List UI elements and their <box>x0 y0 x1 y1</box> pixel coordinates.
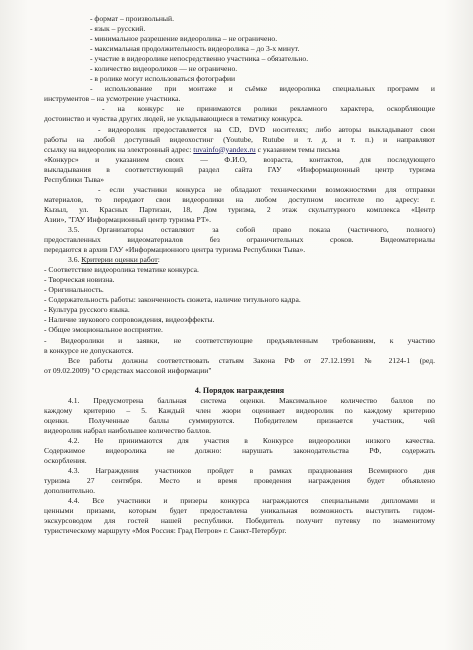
criteria-item: - Наличие звукового сопровождения, видеоэффекты. <box>44 315 215 325</box>
para-4-3-line: туризма 27 сентября. Место и время проведения награждения будет объявлено <box>44 476 435 486</box>
para-4-3-line: 4.3. Награждения участников пройдет в рамках празднования Всемирного дня <box>68 466 435 476</box>
para-submit-text: ссылку на видеоролик на электронный адрес: <box>44 144 194 154</box>
bullet-photos: - в ролике могут использоваться фотографии <box>90 74 236 84</box>
para-4-3-line: дополнительно. <box>44 486 96 496</box>
bullet-duration: - максимальная продолжительность видеоролика – до 3-х минут. <box>90 44 300 54</box>
para-advert-line: достоинство и чувства других людей, не укладывающиеся в тематику конкурса. <box>44 114 303 124</box>
para-3-5-line: 3.5. Организаторы оставляют за собой право показа (частичного, полного) <box>68 224 435 234</box>
bullet-language: - язык – русский. <box>90 24 146 34</box>
para-4-4-line: 4.4. Все участники и призеры конкурса награждаются специальными дипломами и <box>68 496 435 506</box>
criteria-item: - Содержательность работы: законченность сюжета, наличие титульного кадра. <box>44 295 301 305</box>
criteria-item: - Культура русского языка. <box>44 305 130 315</box>
para-submit-line: «Конкурс» и указанием своих — Ф.И.О, возраста, контактов, для последующего <box>44 154 435 164</box>
criteria-item: - Общее эмоциональное восприятие. <box>44 325 163 335</box>
bullet-format: - формат – произвольный. <box>90 14 174 23</box>
para-montage-line: - использование при монтаже и съёмке видеоролика специальных программ и <box>90 84 435 94</box>
para-4-1-line: каждому критерию – 5. Каждый член жюри оценивает видеоролик по каждому критерию <box>44 405 435 415</box>
para-advert-line: - на конкурс не принимаются ролики рекламного характера, оскорбляющие <box>102 104 435 114</box>
criteria-number: 3.6. <box>68 255 82 265</box>
para-submit-line: Республики Тыва» <box>44 174 105 184</box>
para-tech-line: Азии», "ГАУ Информационный центр туризма РТ». <box>44 214 211 224</box>
criteria-item: - Оригинальность. <box>44 285 104 295</box>
para-4-1-line: 4.1. Предусмотрена балльная система оценки. Максимальное количество баллов по <box>68 395 435 405</box>
para-montage-line: инструментов – на усмотрение участника. <box>44 94 181 104</box>
criteria-colon: : <box>157 255 160 265</box>
para-4-4-line: экскурсоводом для гостей нашей республики. Победитель получит путевку по знаменитому <box>44 516 435 526</box>
para-4-1-line: видеоролик набрал наибольшее количество баллов. <box>44 425 211 435</box>
bullet-count: - количество видеороликов — не ограничено. <box>90 64 238 74</box>
para-4-4-line: ценными призами, которым будет предоставлена уникальная возможность выступить гидом- <box>44 506 435 516</box>
criteria-item: - Видеоролики и заявки, не соответствующие предъявленным требованиям, к участию <box>44 335 435 345</box>
bullet-resolution: - минимальное разрешение видеоролика – не ограничено. <box>90 34 278 44</box>
para-law-line: от 09.02.2009) "О средствах массовой информации" <box>44 365 212 375</box>
para-4-2-line: оскорбления. <box>44 456 87 466</box>
para-law-line: Все работы должны соответствовать статьям Закона РФ от 27.12.1991 № 2124-1 (ред. <box>68 355 435 365</box>
criteria-item: в конкурсе не допускаются. <box>44 345 134 355</box>
para-3-5-line: передаются в архив ГАУ «Информационного центра туризма Республики Тыва». <box>44 245 306 255</box>
criteria-title: Критерии оценки работ <box>81 255 158 265</box>
para-submit-line: работы на любой доступный видеохостинг (Youtube, Rutube и т. д. и т. п.) и направляют <box>44 134 435 144</box>
para-tech-line: - если участники конкурса не обладают техническими возможностями для отправки <box>98 184 435 194</box>
para-submit-line: - видеоролик предоставляется на CD, DVD носителях; либо авторы выкладывают свои <box>98 124 435 134</box>
para-3-5-line: предоставленных видеоматериалов без ограничительных сроков. Видеоматериалы <box>44 235 435 245</box>
para-4-2-line: Содержимое видеоролика не должно: нарушать законодательства РФ, содержать <box>44 445 435 455</box>
para-tech-line: Кызыл, ул. Красных Партизан, 18, Дом туризма, 2 этаж скульптурного комплекса «Центр <box>44 204 435 214</box>
criteria-item: - Творческая новизна. <box>44 275 115 285</box>
email-link[interactable]: tuvainfo@yandex.ru <box>193 144 256 154</box>
para-submit-line: выкладывания в соответствующий раздел сайта ГАУ «Информационный центр туризма <box>44 164 435 174</box>
bullet-participation: - участие в видеоролике непосредственно участника – обязательно. <box>90 54 309 64</box>
para-submit-text: с указанием темы письма <box>255 144 340 154</box>
para-4-2-line: 4.2. Не принимаются для участия в Конкурсе видеоролики низкого качества. <box>68 435 435 445</box>
para-4-1-line: оценки. Полученные баллы суммируются. Победителем признается участник, чей <box>44 415 435 425</box>
para-submit-line-email <box>44 145 435 155</box>
criteria-heading <box>44 255 435 265</box>
para-tech-line: материалов, то передают свои видеоролики на любом доступном носителе по адресу: г. <box>44 194 435 204</box>
section-heading: 4. Порядок награждения <box>194 385 285 395</box>
para-4-4-line: туристическому маршруту «Моя Россия: Град Петров» г. Санкт-Петербург. <box>44 526 287 536</box>
criteria-item: - Соответствие видеоролика тематике конкурса. <box>44 265 199 275</box>
